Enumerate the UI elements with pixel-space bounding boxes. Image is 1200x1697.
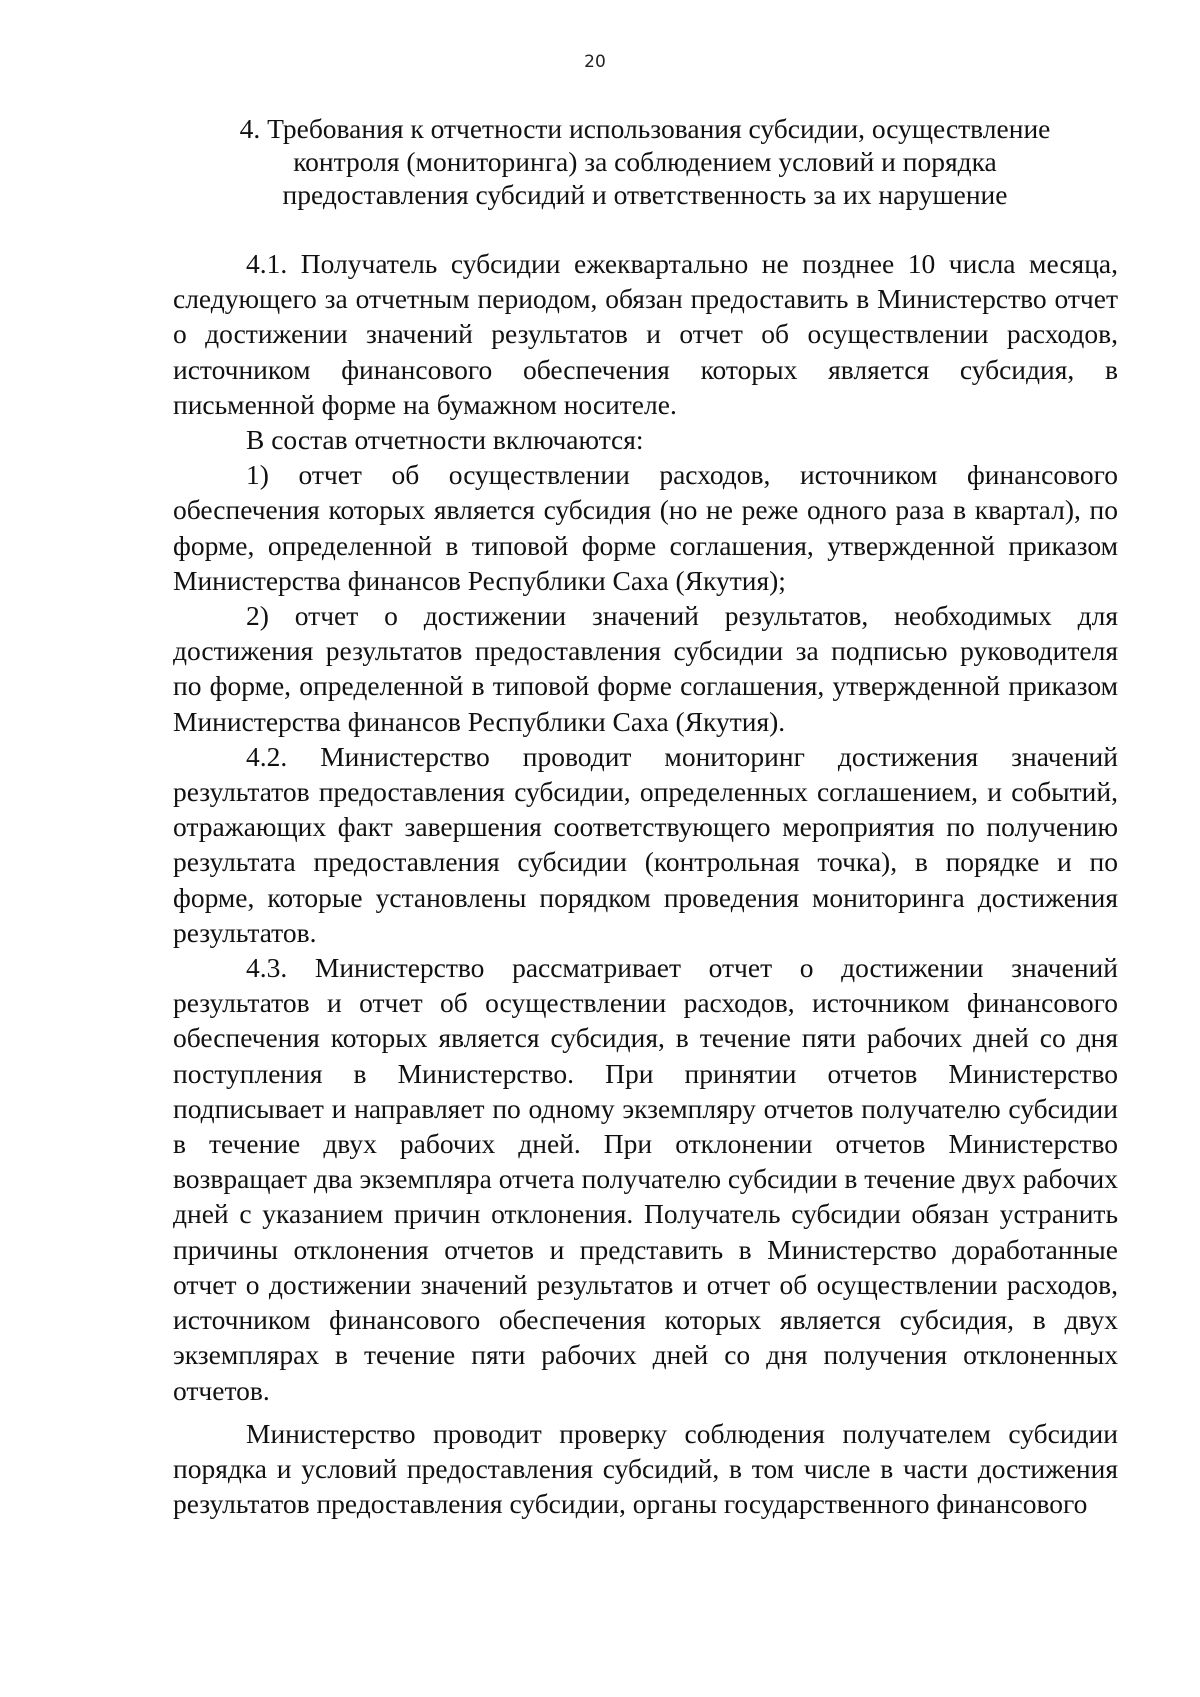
section-title-line: 4. Требования к отчетности использования субсидии, осуществление bbox=[239, 113, 1051, 144]
section-title-line: контроля (мониторинга) за соблюдением условий и порядка bbox=[293, 146, 997, 177]
list-item-1: 1) отчет об осуществлении расходов, источником финансового обеспечения которых является субсидия (но не реже одного раза в квартал), по форме, определенной в типовой форме соглашения, утвержденной приказом Министерства финансов Республики Саха (Якутия); bbox=[173, 459, 1118, 596]
paragraph-inspection: Министерство проводит проверку соблюдения получателем субсидии порядка и условий предоставления субсидий, в том числе в части достижения результатов предоставления субсидии, органы государственного финансового bbox=[173, 1417, 1118, 1520]
section-title bbox=[170, 112, 1120, 211]
paragraph-4-3: 4.3. Министерство рассматривает отчет о достижении значений результатов и отчет об осуществлении расходов, источником финансового обеспечения которых является субсидия, в течение пяти рабочих дней со дня поступления в Министерство. При принятии отчетов Министерство подписывает и направляет по одному экземпляру отчетов получателю субсидии в течение двух рабочих дней. При отклонении отчетов Министерство возвращает два экземпляра отчета получателю субсидии в течение двух рабочих дней с указанием причин отклонения. Получатель субсидии обязан устранить причины отклонения отчетов и представить в Министерство доработанные отчет о достижении значений результатов и отчет об осуществлении расходов, источником финансового обеспечения которых является субсидия, в двух экземплярах в течение пяти рабочих дней со дня получения отклоненных отчетов. bbox=[173, 952, 1118, 1406]
section-title-line: предоставления субсидий и ответственность за их нарушение bbox=[282, 179, 1008, 210]
page-number: 20 bbox=[584, 52, 606, 72]
list-item-2: 2) отчет о достижении значений результатов, необходимых для достижения результатов предоставления субсидии за подписью руководителя по форме, определенной в типовой форме соглашения, утвержденной приказом Министерства финансов Республики Саха (Якутия). bbox=[173, 600, 1118, 737]
paragraph-4-1: 4.1. Получатель субсидии ежеквартально не позднее 10 числа месяца, следующего за отчетным периодом, обязан предоставить в Министерство отчет о достижении значений результатов и отчет об осуществлении расходов, источником финансового обеспечения которых является субсидия, в письменной форме на бумажном носителе. bbox=[173, 248, 1118, 420]
body-text bbox=[173, 246, 1118, 1521]
paragraph-4-2: 4.2. Министерство проводит мониторинг достижения значений результатов предоставления субсидии, определенных соглашением, и событий, отражающих факт завершения соответствующего мероприятия по получению результата предоставления субсидии (контрольная точка), в порядке и по форме, которые установлены порядком проведения мониторинга достижения результатов. bbox=[173, 740, 1118, 948]
paragraph-report-composition: В состав отчетности включаются: bbox=[246, 424, 644, 456]
